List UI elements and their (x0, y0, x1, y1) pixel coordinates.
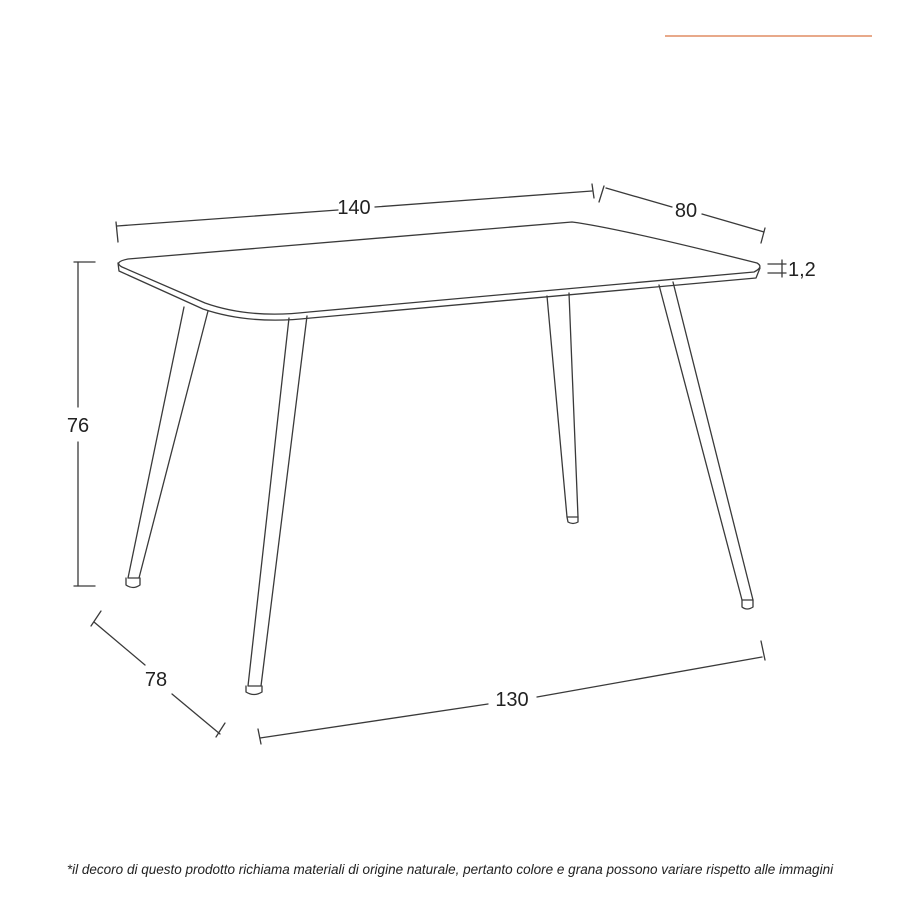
dimension-label-thickness: 1,2 (788, 259, 816, 281)
dimension-line-thickness (768, 260, 786, 277)
dimension-label-top-length: 140 (337, 197, 371, 219)
leg-front-center (246, 316, 307, 695)
disclaimer-text: *il decoro di questo prodotto richiama materiali di origine naturale, pertanto colore e grana possono variare rispetto alle immagini (66, 862, 834, 877)
dimension-label-leg-length: 130 (495, 689, 529, 711)
dimension-label-height: 76 (66, 415, 90, 437)
leg-back-right (547, 293, 578, 524)
table-top (118, 222, 760, 320)
dimension-label-leg-depth: 78 (144, 669, 168, 691)
dimension-label-top-width: 80 (674, 200, 698, 222)
leg-front-right (659, 282, 753, 609)
leg-front-left (126, 307, 208, 588)
